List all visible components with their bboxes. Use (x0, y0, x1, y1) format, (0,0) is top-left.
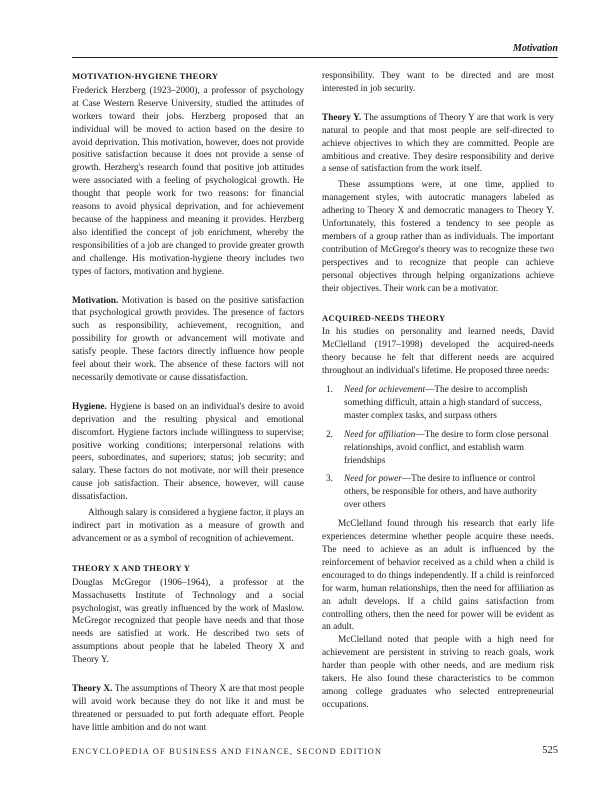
list-term: Need for affiliation (344, 429, 416, 440)
paragraph-salary: Although salary is considered a hygiene factor, it plays an indirect part in motivation as a measure of growth and advancement or as a symbol of recognition of achievement. (72, 508, 304, 544)
running-head: Motivation (512, 43, 558, 54)
list-number: 1. (326, 385, 333, 396)
runin-hygiene: Hygiene. (72, 401, 107, 412)
section-heading-motivation-hygiene: MOTIVATION-HYGIENE THEORY (72, 71, 219, 81)
list-description: —The desire to form close personal relationships, avoid conflict, and establish warm friendships (344, 429, 549, 466)
needs-list (322, 384, 554, 512)
paragraph-theory-y (322, 112, 554, 177)
footer-title: ENCYCLOPEDIA OF BUSINESS AND FINANCE, SECOND EDITION (72, 747, 383, 756)
list-term: Need for achievement (344, 385, 426, 396)
paragraph-found: McClelland found through his research that early life experiences determine whether people acquire these needs. The need to achieve as an adult is influenced by the reinforcement of behavior received as a child when a child is encouraged to do things independently. If a child is reinforced for warm, human relationships, then the need for affiliation as an adult develops. If a child gains satisfaction from controlling others, then the need for power will be evident as an adult. (322, 519, 554, 633)
paragraph-mcgregor: Douglas McGregor (1906–1964), a professor at the Massachusetts Institute of Technology and a social psychologist, was greatly influenced by the work of Maslow. McGregor recognized that people have needs and that those needs are satisfied at work. He described two sets of assumptions about people that he labeled Theory X and Theory Y. (72, 577, 304, 666)
list-item (322, 384, 554, 423)
list-text (344, 429, 554, 468)
list-item (322, 429, 554, 468)
list-text (344, 384, 554, 423)
hygiene-text: Hygiene is based on an individual's desire to avoid deprivation and the resulting physical and emotional discomfort. Hygiene factors include willingness to supervise; positive working conditions; interpersonal relations with peers, subordinates, and superiors; status; job security; and salary. These factors do not motivate, nor will their presence cause job satisfaction. Their absence, however, will cause dissatisfaction. (72, 401, 304, 503)
runin-theory-x: Theory X. (72, 684, 113, 695)
list-description: —The desire to influence or control others, be responsible for others, and have authority over others (344, 474, 537, 511)
theory-y-text: The assumptions of Theory Y are that work is very natural to people and that most people are self-directed to achieve objectives to which they are committed. People are ambitious and creative. They desire responsibility and derive a sense of satisfaction from the work itself. (322, 112, 555, 175)
list-number: 2. (326, 429, 333, 440)
theory-x-text: The assumptions of Theory X are that most people will avoid work because they do not like it and must be threatened or persuaded to put forth adequate effort. People have little ambition and do not want (72, 684, 304, 733)
header-rule (72, 57, 558, 58)
list-term: Need for power (344, 474, 402, 485)
paragraph-noted: McClelland noted that people with a high need for achievement are persistent in striving to reach goals, work harder than people with other needs, and are medium risk takers. He also found these characteristics to be common among college graduates who selected entrepreneurial occupations. (322, 635, 554, 710)
paragraph-mcclelland: In his studies on personality and learned needs, David McClelland (1917–1998) developed the acquired-needs theory because he felt that different needs are acquired throughout an individual's lifetime. He proposed three needs: (322, 327, 554, 377)
motivation-text: Motivation is based on the positive satisfaction that psychological growth provides. The presence of factors such as responsibility, achievement, recognition, and possibility for growth or advancement will motivate and satisfy people. These factors directly influence how people feel about their work. The absence of these factors will not necessarily demotivate or cause dissatisfaction. (72, 295, 304, 383)
paragraph-herzberg: Frederick Herzberg (1923–2000), a professor of psychology at Case Western Reserve University, studied the attitudes of workers toward their jobs. Herzberg proposed that an individual will be moved to action based on the desire to avoid deprivation. This motivation, however, does not provide positive satisfaction because it does not provide a sense of growth. Herzberg's research found that positive job attitudes were associated with a feeling of psychological growth. He thought that people work for two reasons: for financial reasons to avoid physical deprivation, and for achievement because of the happiness and meaning it provides. Herzberg also identified the concept of job enrichment, whereby the responsibilities of a job are changed to provide greater growth and challenge. His motivation-hygiene theory includes two types of factors, motivation and hygiene. (72, 85, 304, 277)
runin-motivation: Motivation. (72, 295, 119, 306)
paragraph-continued: responsibility. They want to be directed and are most interested in job security. (322, 71, 554, 94)
runin-theory-y: Theory Y. (322, 112, 362, 123)
list-text (344, 473, 554, 512)
left-column (72, 70, 304, 735)
paragraph-assumptions: These assumptions were, at one time, applied to management styles, with autocratic managers labeled as adhering to Theory X and democratic managers to Theory Y. Unfortunately, this fostered a tendency to see people as members of a group rather than as individuals. The important contribution of McGregor's theory was to recognize these two perspectives and to recognize that people can achieve personal objectives through helping organizations achieve their objectives. Their work can be a motivator. (322, 180, 554, 294)
page-number: 525 (542, 745, 558, 756)
section-heading-acquired-needs: ACQUIRED-NEEDS THEORY (322, 312, 446, 323)
paragraph-hygiene (72, 401, 304, 504)
right-column (322, 70, 554, 712)
paragraph-motivation (72, 295, 304, 385)
paragraph-theory-x (72, 683, 304, 735)
list-item (322, 473, 554, 512)
list-description: —The desire to accomplish something difficult, attain a high standard of success, master complex tasks, and surpass others (344, 385, 542, 421)
list-number: 3. (326, 474, 333, 485)
section-heading-theory-x-y: THEORY X AND THEORY Y (72, 562, 191, 573)
